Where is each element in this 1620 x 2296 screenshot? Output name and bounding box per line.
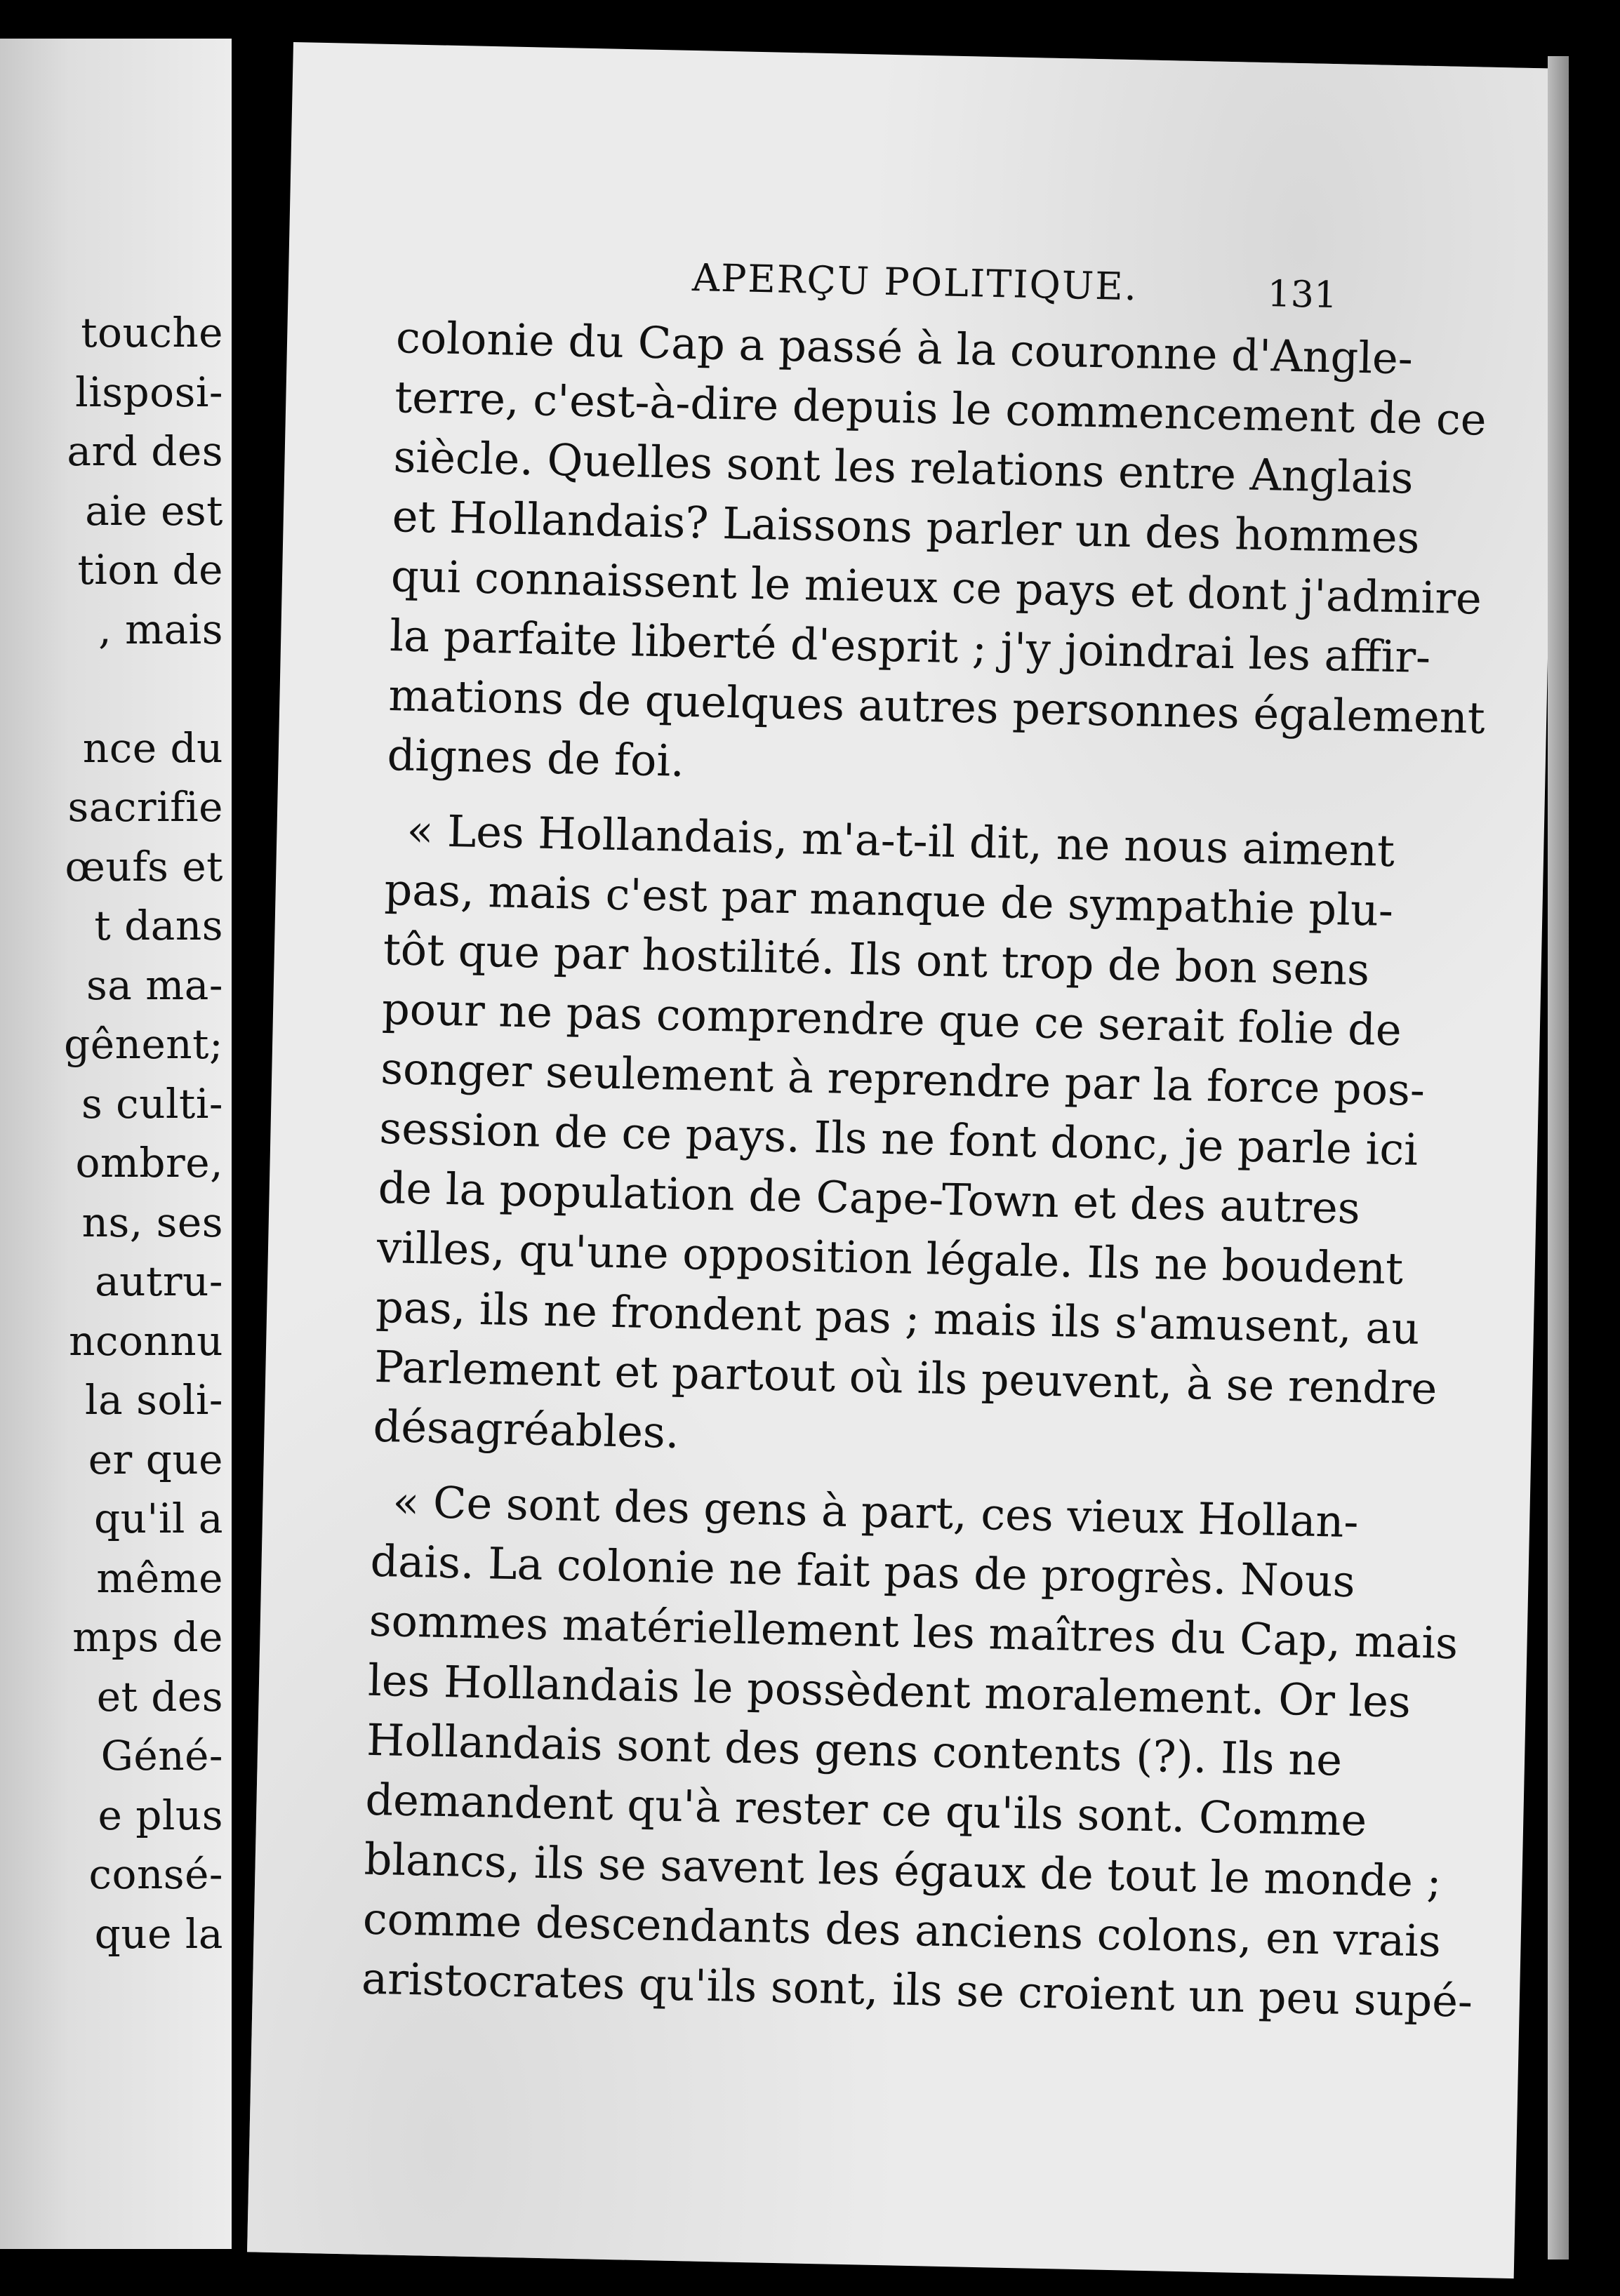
left-page-line: ombre, xyxy=(75,1139,223,1187)
text-line: dais. La colonie ne fait pas de progrès. Nous xyxy=(369,1535,1356,1608)
left-page-line: sacrifie xyxy=(67,783,223,831)
left-page-line: e plus xyxy=(98,1791,223,1839)
text-line: « Les Hollandais, m'a-t-il dit, ne nous aiment xyxy=(406,804,1395,877)
left-page-line: aie est xyxy=(85,486,223,535)
text-line: aristocrates qu'ils sont, ils se croient un peu supé- xyxy=(361,1952,1473,2027)
left-page-fragment xyxy=(0,39,232,2249)
left-page-line: ard des xyxy=(67,427,223,475)
left-page-line: Géné- xyxy=(100,1732,223,1780)
text-line: terre, c'est-à-dire depuis le commencement de ce xyxy=(394,371,1487,446)
text-line: Hollandais sont des gens contents (?). Ils ne xyxy=(366,1714,1343,1786)
left-page-line: même xyxy=(96,1554,223,1602)
page-edge xyxy=(1548,56,1569,2260)
running-head: APERÇU POLITIQUE. xyxy=(691,255,1138,309)
text-line: songer seulement à reprendre par la force pos- xyxy=(380,1042,1426,1116)
left-page-line: qu'il a xyxy=(93,1495,223,1542)
text-line: la parfaite liberté d'esprit ; j'y joindrai les affir- xyxy=(389,610,1431,683)
left-page-line: sa ma- xyxy=(86,961,223,1009)
left-page-line: nce du xyxy=(82,723,223,772)
main-page xyxy=(247,42,1560,2278)
text-line: mations de quelques autres personnes également xyxy=(387,669,1486,744)
text-line: et Hollandais? Laissons parler un des hommes xyxy=(392,490,1421,563)
text-line: qui connaissent le mieux ce pays et dont j'admire xyxy=(390,550,1482,625)
body-text xyxy=(361,307,1487,2029)
text-line: de la population de Cape-Town et des autres xyxy=(378,1161,1361,1234)
left-page-line: touche xyxy=(81,309,223,356)
left-page-line: gênent; xyxy=(64,1020,223,1068)
text-line: villes, qu'une opposition légale. Ils ne boudent xyxy=(376,1221,1404,1295)
page-number: 131 xyxy=(1267,273,1338,317)
left-page-line: er que xyxy=(88,1435,223,1483)
left-page-line: ns, ses xyxy=(81,1198,223,1246)
text-line: pour ne pas comprendre que ce serait folie de xyxy=(381,982,1402,1056)
paragraph-2 xyxy=(372,800,1438,1476)
left-page-line: que la xyxy=(94,1909,223,1958)
left-page-line: lisposi- xyxy=(75,368,223,416)
text-line: siècle. Quelles sont les relations entre Anglais xyxy=(392,431,1414,504)
left-page-line: nconnu xyxy=(69,1316,223,1365)
text-line: colonie du Cap a passé à la couronne d'Angle- xyxy=(395,312,1414,385)
text-line: pas, ils ne frondent pas ; mais ils s'amusent, au xyxy=(375,1281,1421,1354)
left-page-line: autru- xyxy=(95,1257,223,1305)
left-page-line: œufs et xyxy=(65,842,223,890)
text-line: blancs, ils se savent les égaux de tout le monde ; xyxy=(364,1833,1442,1907)
text-line: pas, mais c'est par manque de sympathie plu- xyxy=(383,863,1394,937)
text-line: « Ce sont des gens à part, ces vieux Hollan- xyxy=(392,1476,1360,1548)
left-page-line: mps de xyxy=(72,1613,223,1661)
paragraph-1 xyxy=(386,307,1487,805)
text-line: session de ce pays. Ils ne font donc, je parle ici xyxy=(378,1102,1419,1175)
text-line: demandent qu'à rester ce qu'ils sont. Comme xyxy=(364,1773,1367,1846)
text-line: sommes matériellement les maîtres du Cap, mais xyxy=(369,1594,1459,1669)
paragraph-3 xyxy=(361,1471,1473,2029)
left-page-line: la soli- xyxy=(85,1376,223,1424)
text-line: comme descendants des anciens colons, en vrais xyxy=(362,1893,1442,1967)
text-line: Parlement et partout où ils peuvent, à se rendre xyxy=(373,1340,1438,1415)
left-page-line: , mais xyxy=(98,605,223,653)
left-page-line: s culti- xyxy=(81,1079,223,1128)
left-page-line: t dans xyxy=(94,902,223,949)
text-line: tôt que par hostilité. Ils ont trop de bon sens xyxy=(383,923,1370,996)
text-line: dignes de foi. xyxy=(386,729,685,787)
left-page-line: et des xyxy=(96,1672,223,1721)
left-page-line: tion de xyxy=(77,546,223,594)
text-line: les Hollandais le possèdent moralement. Or les xyxy=(367,1654,1412,1728)
left-page-line: consé- xyxy=(88,1850,223,1898)
text-line: désagréables. xyxy=(372,1400,680,1458)
